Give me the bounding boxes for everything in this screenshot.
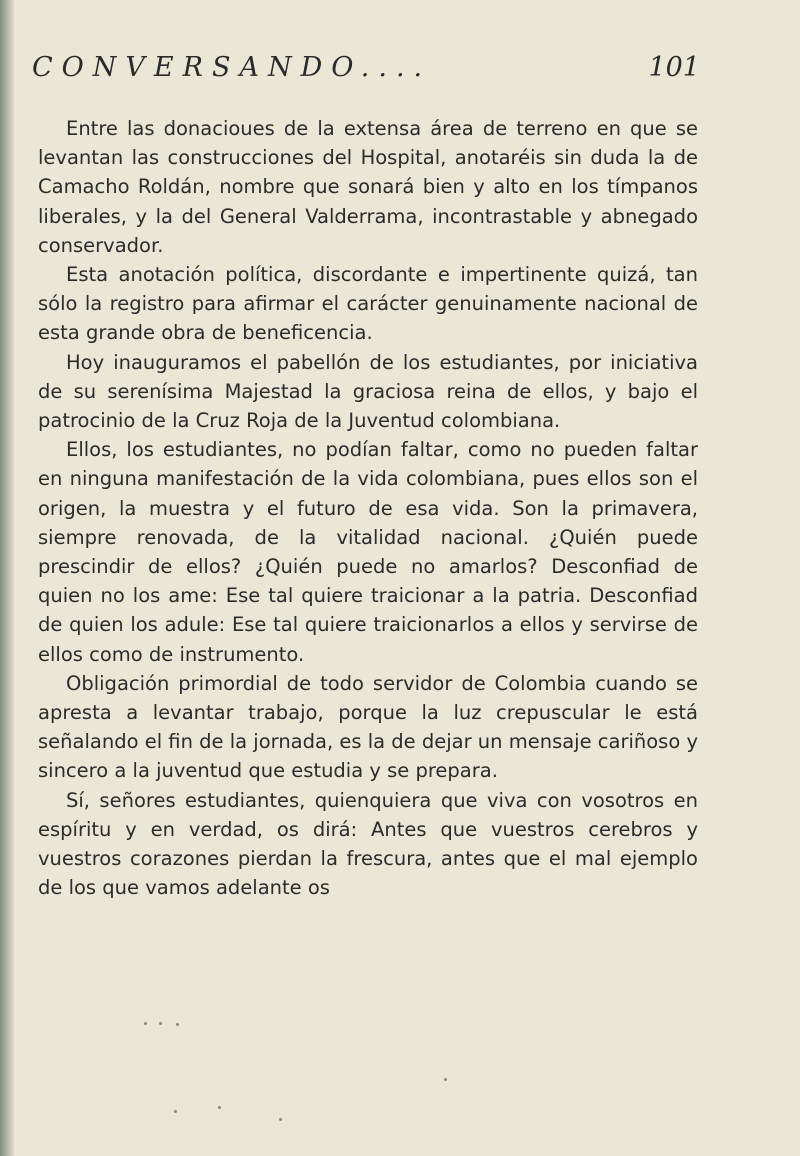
- paragraph-3: Hoy inauguramos el pabellón de los estudiantes, por iniciativa de su serenísima Majestad la graciosa reina de ellos, y bajo el patrocinio de la Cruz Roja de la Juventud colombiana.: [38, 350, 698, 433]
- paragraph-2: Esta anotación política, discordante e impertinente quizá, tan sólo la registro para afirmar el carácter genuinamente nacional de esta grande obra de beneficencia.: [38, 263, 698, 345]
- book-binding-edge: [0, 0, 14, 1156]
- paper-speck: [144, 1022, 147, 1025]
- paragraph-6: Sí, señores estudiantes, quienquiera que viva con vosotros en espíritu y en verdad, os dirá: Antes que vuestros cerebros y vuestros corazones pierdan la frescura, antes que el mal ejemplo de los que vamos adelante os: [38, 788, 698, 900]
- paragraph-4: Ellos, los estudiantes, no podían faltar, como no pueden faltar en ninguna manifestación de la vida colombiana, pues ellos son el origen, la muestra y el futuro de esa vida. Son la primavera, siempre renovada, de la vitalidad nacional. ¿Quién puede prescindir de ellos? ¿Quién puede no amarlos? Desconfiad de quien no los ame: Ese tal quiere traicionar a la patria. Desconfiad de quien los adule: Ese tal quiere traicionarlos a ellos y servirse de ellos como de instrumento.: [38, 438, 698, 666]
- paper-speck: [174, 1110, 177, 1113]
- paper-speck: [444, 1078, 447, 1081]
- page-number: 101: [648, 52, 700, 83]
- paper-speck: [218, 1106, 221, 1109]
- paragraph-5: Obligación primordial de todo servidor de Colombia cuando se apresta a levantar trabajo, porque la luz crepuscular le está señalando el fin de la jornada, es la de dejar un mensaje cariñoso y sincero a la juventud que estudia y se prepara.: [38, 671, 699, 783]
- paper-speck: [159, 1022, 162, 1025]
- book-page: [14, 0, 800, 1156]
- paper-speck: [279, 1118, 282, 1121]
- body-text: [38, 114, 698, 902]
- paragraph-1: Entre las donacioues de la extensa área de terreno en que se levantan las construcciones del Hospital, anotaréis sin duda la de Camacho Roldán, nombre que sonará bien y alto en los tímpanos liberales, y la del General Valderrama, incontrastable y abnegado conservador.: [38, 117, 698, 257]
- paper-specks: [114, 1010, 514, 1150]
- running-title: CONVERSANDO....: [32, 52, 432, 83]
- running-head: [32, 52, 700, 92]
- paper-speck: [176, 1023, 179, 1026]
